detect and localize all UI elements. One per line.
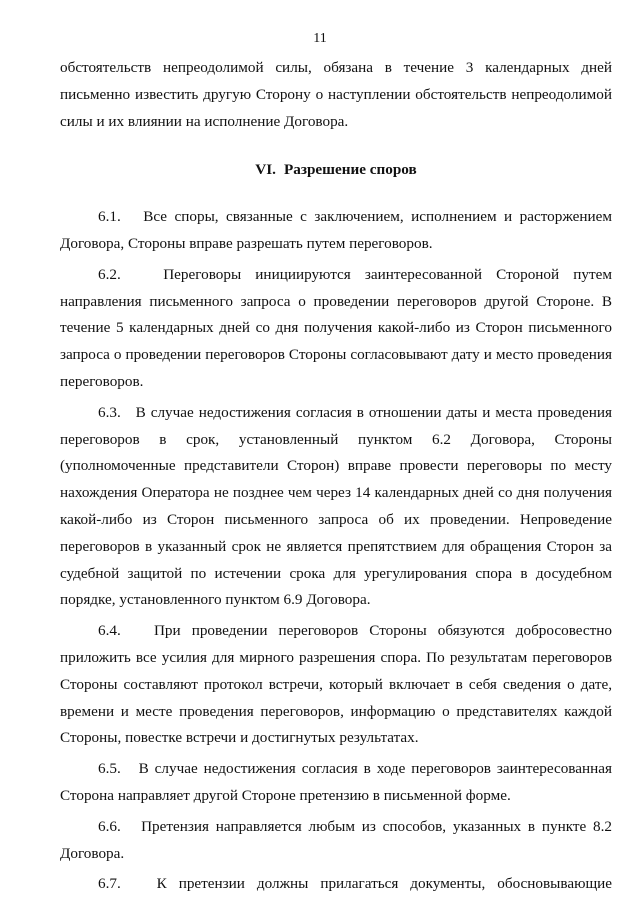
page-number: 11 <box>313 31 327 46</box>
clause-6-6 <box>60 814 612 868</box>
clause-number: 6.7. <box>98 875 121 893</box>
clause-text: При проведении переговоров Стороны обязуются добросовестно приложить все усилия для мирного разрешения спора. По результатам переговоров Стороны составляют протокол встречи, который включает в себя сведения о дате, времени и месте проведения переговоров, информацию о представителях каждой Стороны, повестке встречи и достигнутых результатах. <box>60 622 612 747</box>
clause-6-3 <box>60 400 612 614</box>
clause-text: В случае недостижения согласия в отношении даты и места проведения переговоров в срок, установленный пунктом 6.2 Договора, Стороны (уполномоченные представители Сторон) вправе провести переговоры по месту нахождения Оператора не позднее чем через 14 календарных дней со дня получения какой-либо из Сторон письменного запроса об их проведении. Непроведение переговоров в указанный срок не является препятствием для обращения Сторон за судебной защитой по истечении срока для урегулирования спора в досудебном порядке, установленного пунктом 6.9 Договора. <box>60 403 613 609</box>
clause-6-4 <box>60 618 612 752</box>
section-title: Разрешение споров <box>283 161 417 179</box>
clause-text: В случае недостижения согласия в ходе переговоров заинтересованная Сторона направляет другой Стороне претензию в письменной форме. <box>60 760 613 804</box>
clause-text: Переговоры инициируются заинтересованной Стороной путем направления письменного запроса о проведении переговоров другой Стороне. В течение 5 календарных дней со дня получения какой-либо из Сторон письменного запроса о проведении переговоров Стороны согласовывают дату и место проведения переговоров. <box>60 265 613 390</box>
clause-text: Все споры, связанные с заключением, исполнением и расторжением Договора, Стороны вправе разрешать путем переговоров. <box>60 208 612 252</box>
section-number: VI. <box>255 161 276 179</box>
clause-6-7 <box>60 871 612 898</box>
document-body <box>60 55 612 898</box>
clause-6-2 <box>60 262 612 396</box>
clause-6-5 <box>60 756 612 810</box>
clause-number: 6.5. <box>98 760 121 778</box>
clause-text: Претензия направляется любым из способов, указанных в пункте 8.2 Договора. <box>60 817 613 862</box>
clause-number: 6.2. <box>98 265 121 283</box>
clause-number: 6.4. <box>98 622 121 640</box>
clause-text: К претензии должны прилагаться документы, обосновывающие <box>156 875 613 893</box>
clause-number: 6.6. <box>98 817 121 835</box>
clause-number: 6.1. <box>98 208 121 226</box>
section-heading <box>60 157 612 184</box>
clause-6-1 <box>60 204 612 258</box>
continuation-paragraph: обстоятельств непреодолимой силы, обязана в течение 3 календарных дней письменно известить другую Сторону о наступлении обстоятельств непреодолимой силы и их влиянии на исполнение Договора. <box>60 59 612 130</box>
clause-number: 6.3. <box>98 403 121 421</box>
